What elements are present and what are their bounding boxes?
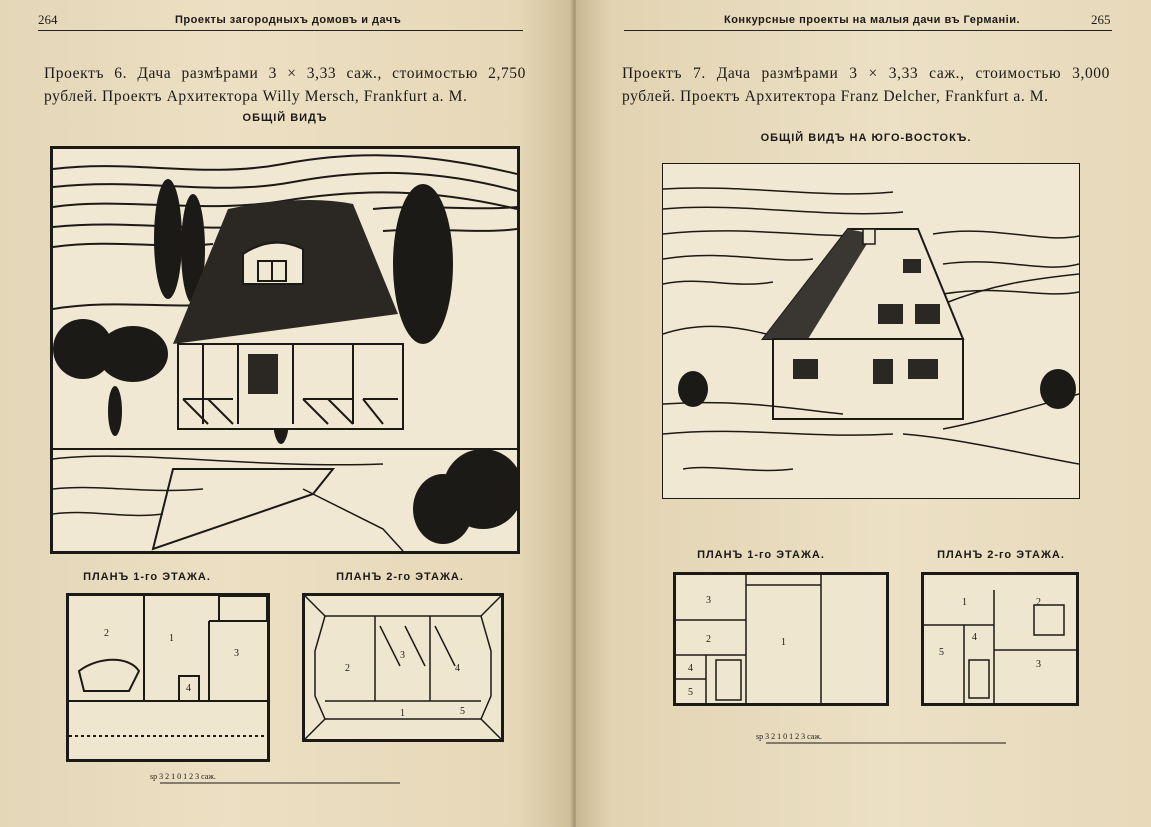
right-scale-bar (756, 732, 1016, 751)
left-plan2-room-3: 3 (400, 650, 405, 661)
right-plan2-room-4: 4 (972, 632, 977, 643)
left-plan2-room-2: 2 (345, 663, 350, 674)
right-plan2-room-1: 1 (962, 597, 967, 608)
left-plan2-drawing (305, 596, 501, 739)
right-plan2-room-2: 2 (1036, 597, 1041, 608)
right-plan1-room-1: 1 (781, 637, 786, 648)
left-plan1-caption: ПЛАНЪ 1-го ЭТАЖА. (83, 571, 211, 583)
right-house-drawing (663, 164, 1079, 498)
left-house-drawing (53, 149, 517, 551)
right-plan1-drawing (676, 575, 886, 703)
left-plan2-room-1: 1 (400, 708, 405, 719)
right-plan1-room-5: 5 (688, 687, 693, 698)
left-house-illustration (50, 146, 520, 554)
right-plan1-caption: ПЛАНЪ 1-го ЭТАЖА. (697, 549, 825, 561)
right-page-number: 265 (1091, 12, 1111, 27)
right-intro-text: Проектъ 7. Дача размѣрами 3 × 3,33 саж., стоимостью 3,000 рублей. Проектъ Архитектора Franz Delcher, Frankfurt a. M. (622, 65, 1110, 105)
right-header-rule (624, 30, 1112, 31)
left-plan1-room-1: 1 (169, 633, 174, 644)
right-plan1-room-4: 4 (688, 663, 693, 674)
left-plan2-room-4: 4 (455, 663, 460, 674)
left-scale-text: sp 3 2 1 0 1 2 3 саж. (150, 772, 216, 781)
right-plan2-floorplan (921, 572, 1079, 706)
left-plan1-drawing (69, 596, 267, 759)
left-plan2-caption: ПЛАНЪ 2-го ЭТАЖА. (336, 571, 464, 583)
right-plan1-room-3: 3 (706, 595, 711, 606)
left-plan1-room-2: 2 (104, 628, 109, 639)
left-page-number: 264 (38, 12, 58, 27)
right-view-caption: ОБЩІЙ ВИДЪ НА ЮГО-ВОСТОКЪ. (760, 132, 972, 144)
right-scale-text: sp 3 2 1 0 1 2 3 саж. (756, 732, 822, 741)
left-plan2-room-5: 5 (460, 706, 465, 717)
left-page (0, 0, 575, 827)
left-scale-bar (150, 772, 410, 791)
right-plan2-room-3: 3 (1036, 659, 1041, 670)
right-running-head: Конкурсные проекты на малыя дачи въ Германіи. (724, 14, 1021, 26)
right-plan2-room-5: 5 (939, 647, 944, 658)
right-plan2-drawing (924, 575, 1076, 703)
left-plan1-floorplan (66, 593, 270, 762)
right-plan1-floorplan (673, 572, 889, 706)
left-header-rule (38, 30, 523, 31)
left-running-head: Проекты загородныхъ домовъ и дачъ (175, 14, 402, 26)
left-plan2-floorplan (302, 593, 504, 742)
right-plan1-room-2: 2 (706, 634, 711, 645)
right-page (576, 0, 1151, 827)
left-plan1-room-3: 3 (234, 648, 239, 659)
right-plan2-caption: ПЛАНЪ 2-го ЭТАЖА. (937, 549, 1065, 561)
right-house-illustration (662, 163, 1080, 499)
left-intro-text: Проектъ 6. Дача размѣрами 3 × 3,33 саж., стоимостью 2,750 рублей. Проектъ Архитектора Willy Mersch, Frankfurt a. M. (44, 65, 526, 105)
left-plan1-room-4: 4 (186, 683, 191, 694)
left-view-caption: ОБЩІЙ ВИДЪ (242, 112, 328, 124)
